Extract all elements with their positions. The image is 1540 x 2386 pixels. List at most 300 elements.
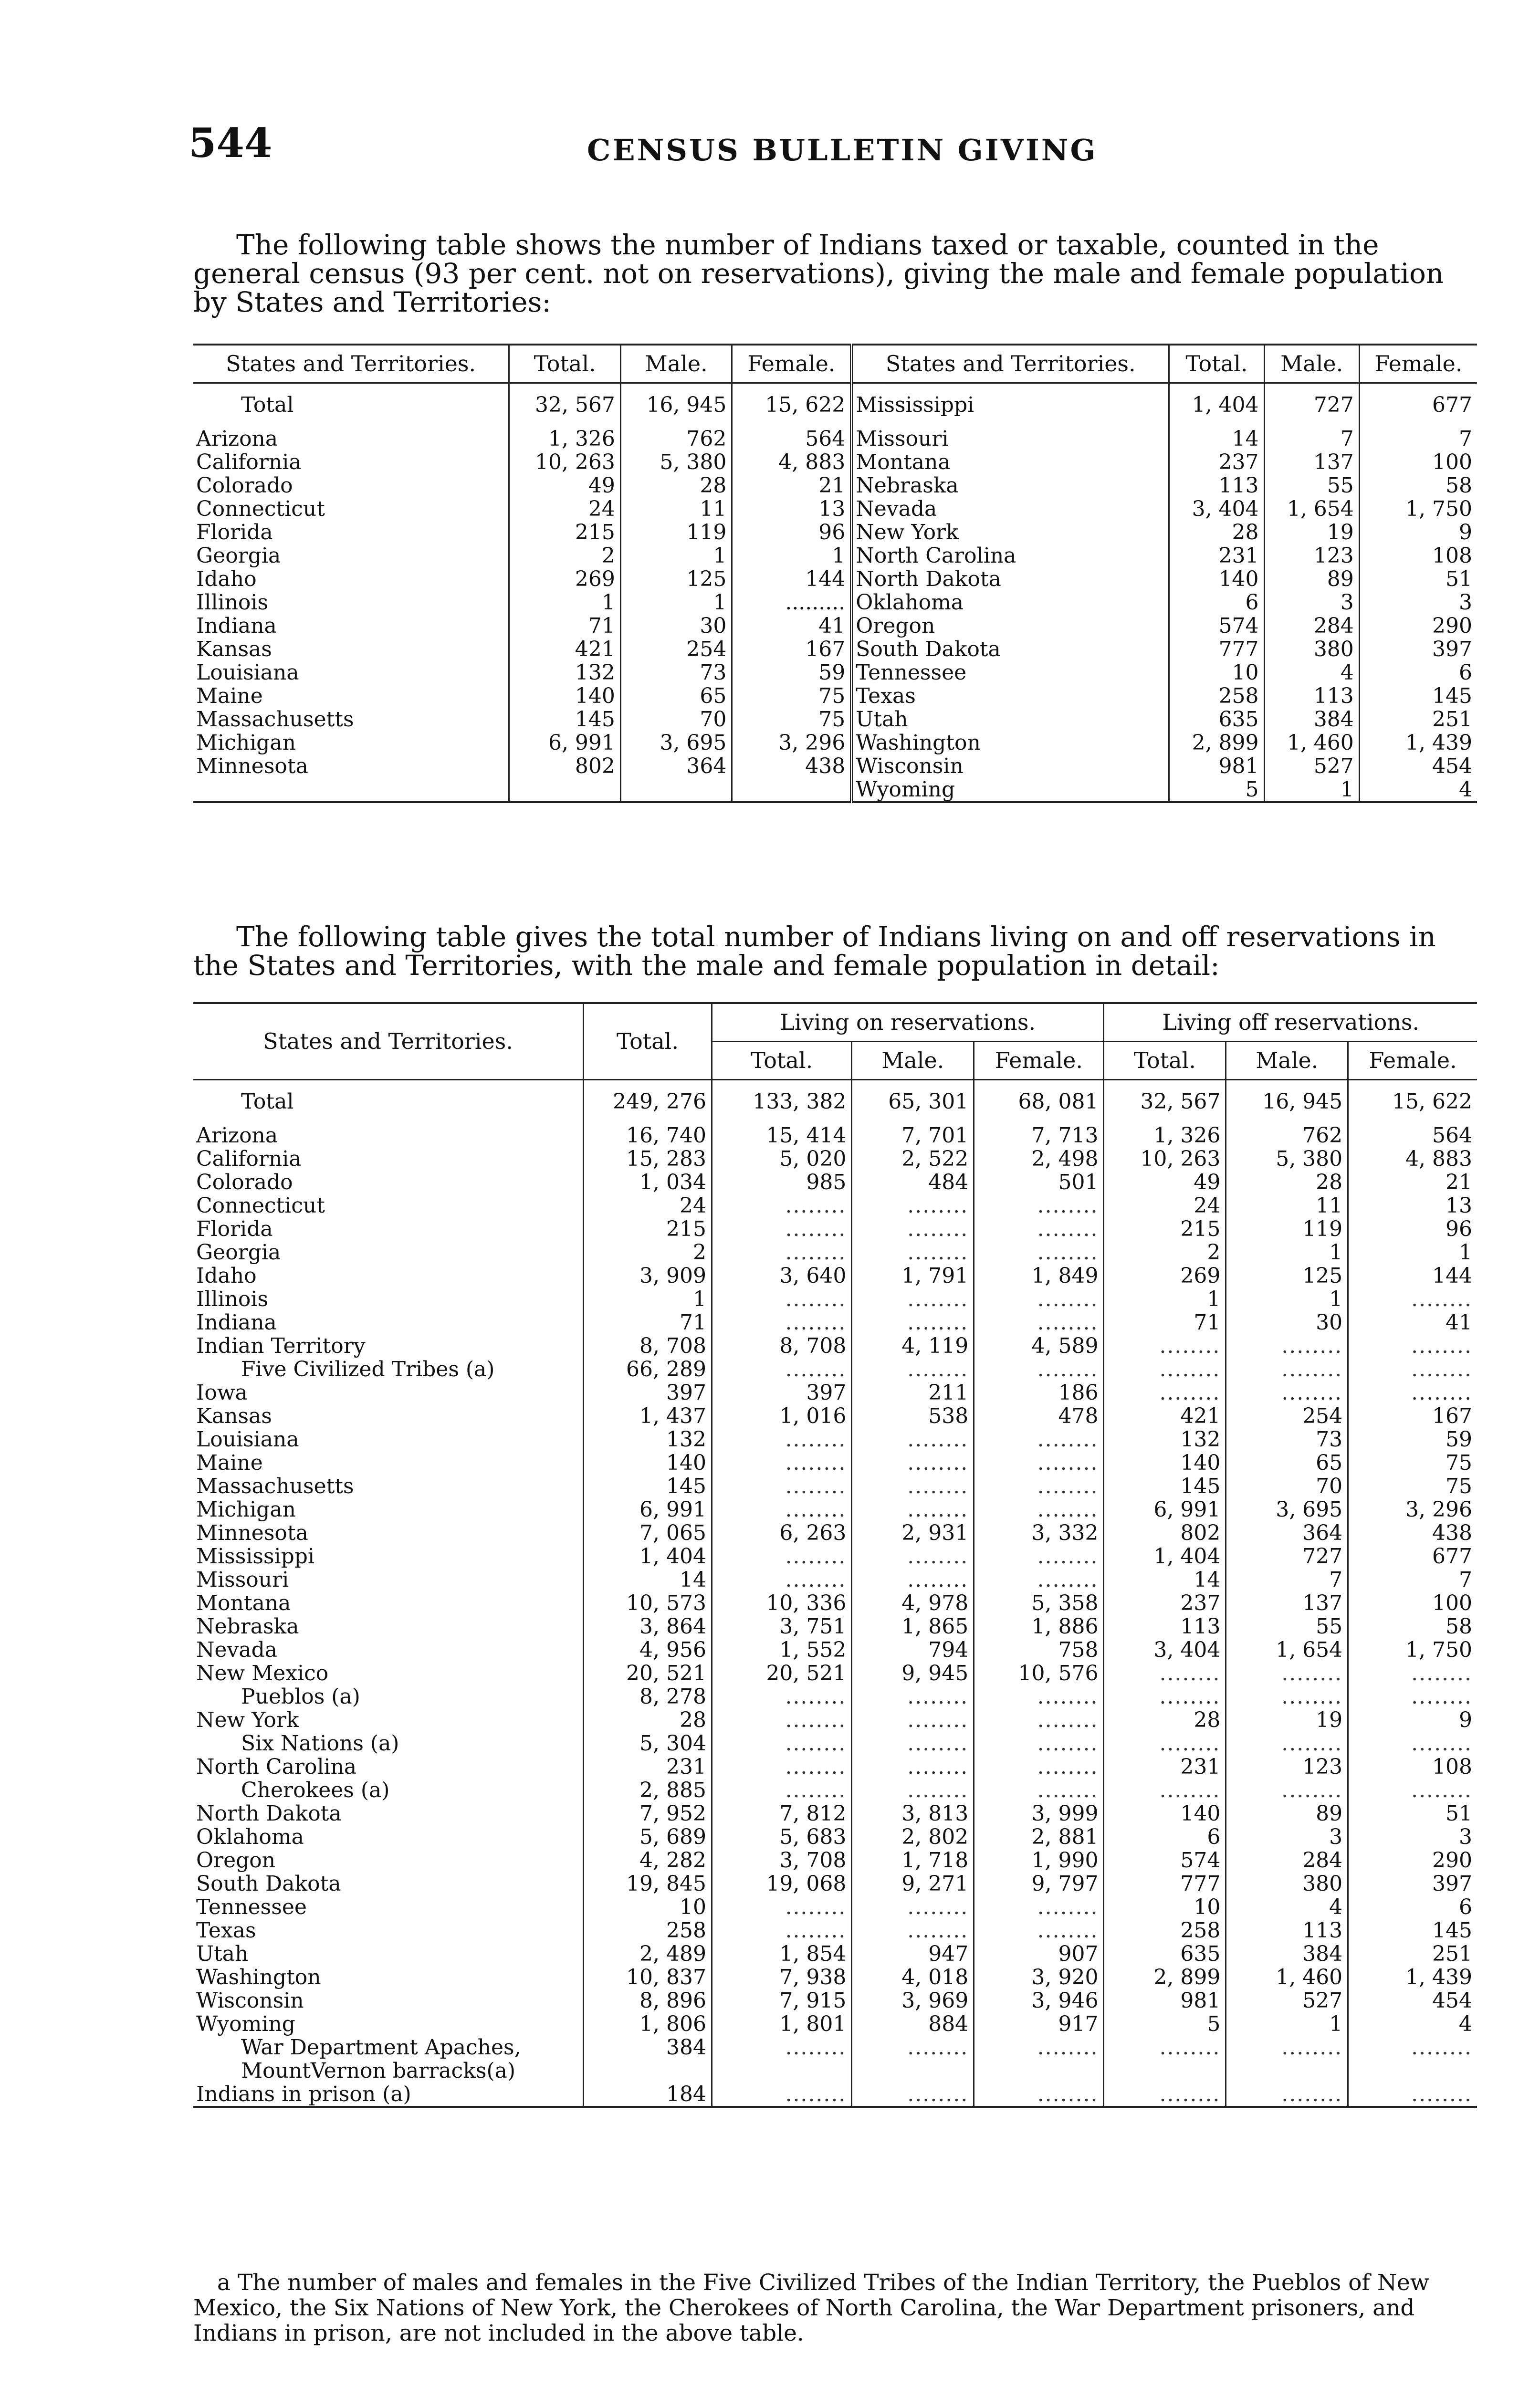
cell-value: 75: [732, 708, 851, 731]
row-label: Nebraska: [193, 1615, 584, 1638]
row-label: Louisiana: [193, 1428, 584, 1451]
row-label: California: [193, 1147, 584, 1171]
row-label: North Dakota: [851, 567, 1169, 591]
cell-value: ........: [852, 1451, 974, 1475]
cell-value: 438: [732, 754, 851, 778]
cell-value: 397: [712, 1381, 852, 1404]
cell-value: 108: [1432, 1755, 1472, 1779]
cell-value: 65: [620, 684, 732, 708]
cell-value: 727: [1226, 1545, 1348, 1568]
cell-value: 7, 713: [974, 1124, 1104, 1147]
table-row: [193, 1966, 1477, 1989]
cell-value: 1, 990: [974, 1849, 1104, 1872]
cell-value: 119: [620, 521, 732, 544]
table1-column-header: States and Territories.: [193, 345, 509, 383]
cell-value: 4, 883: [732, 450, 851, 474]
cell-value: ........: [852, 1311, 974, 1334]
cell-value: 2, 885: [584, 1779, 712, 1802]
cell-value: 1, 654: [1226, 1638, 1348, 1662]
cell-value: ........: [852, 1895, 974, 1919]
cell-value: 3, 332: [974, 1521, 1104, 1545]
row-label: Massachusetts: [193, 708, 509, 731]
row-label: Florida: [193, 521, 509, 544]
cell-value: 284: [1226, 1849, 1348, 1872]
cell-value: 2, 899: [1104, 1966, 1226, 1989]
table-row: [193, 1404, 1477, 1428]
cell-value: 144: [1432, 1264, 1472, 1288]
cell-value: 96: [732, 521, 851, 544]
cell-value: 574: [1104, 1849, 1226, 1872]
cell-value: 13: [732, 497, 851, 521]
table-row: [193, 2083, 1477, 2107]
row-label: Minnesota: [193, 754, 509, 778]
row-label: Idaho: [193, 567, 509, 591]
cell-value: 137: [1264, 450, 1359, 474]
cell-value: ........: [712, 1545, 852, 1568]
cell-value: 137: [1226, 1591, 1348, 1615]
cell-value: 3, 404: [1169, 497, 1264, 521]
row-label: Washington: [851, 731, 1169, 754]
cell-value: 777: [1104, 1872, 1226, 1895]
cell-value: ........: [712, 1498, 852, 1521]
cell-value: 24: [584, 1194, 712, 1217]
cell-value: 125: [620, 567, 732, 591]
row-label: South Dakota: [193, 1872, 584, 1895]
cell-value: 6: [1104, 1825, 1226, 1849]
cell-value: 254: [620, 638, 732, 661]
cell-value: 5, 358: [974, 1591, 1104, 1615]
cell-value: ........: [712, 1358, 852, 1381]
cell-value: ........: [974, 1241, 1104, 1264]
cell-value: 4, 119: [852, 1334, 974, 1358]
cell-value: 1: [584, 1287, 712, 1311]
row-label: Nevada: [851, 497, 1169, 521]
cell-value: ........: [852, 1545, 974, 1568]
row-label: Oregon: [193, 1849, 584, 1872]
cell-value: 58: [1446, 473, 1472, 498]
cell-value: 1, 404: [584, 1545, 712, 1568]
row-label: North Carolina: [193, 1755, 584, 1779]
cell-value: 6: [1169, 591, 1264, 614]
cell-value: 2, 498: [974, 1147, 1104, 1171]
row-label: Six Nations (a): [193, 1732, 584, 1755]
cell-value: 985: [712, 1171, 852, 1194]
cell-value: 70: [620, 708, 732, 731]
row-label: Nebraska: [851, 474, 1169, 497]
states-header: States and Territories.: [193, 1003, 584, 1080]
empty-cell: [193, 778, 509, 801]
cell-value: ........: [852, 1475, 974, 1498]
cell-value: 73: [1226, 1428, 1348, 1451]
row-label: Wyoming: [193, 2012, 584, 2036]
cell-value: 677: [1432, 1544, 1472, 1569]
row-label: Missouri: [851, 427, 1169, 450]
cell-value: 3, 404: [1104, 1638, 1226, 1662]
row-label: Georgia: [193, 1241, 584, 1264]
cell-value: 802: [1104, 1521, 1226, 1545]
table-row: [193, 708, 1477, 731]
table-row: [193, 1381, 1477, 1404]
row-label: Indians in prison (a): [193, 2083, 584, 2107]
cell-value: 7: [1459, 427, 1472, 451]
cell-value: 1: [732, 544, 851, 567]
row-label: North Carolina: [851, 544, 1169, 567]
cell-value: ........: [1226, 1381, 1348, 1404]
cell-value: 20, 521: [712, 1662, 852, 1685]
cell-value: 6, 263: [712, 1521, 852, 1545]
cell-value: 8, 708: [584, 1334, 712, 1358]
cell-value: ........: [974, 1217, 1104, 1241]
cell-value: ........: [712, 1708, 852, 1732]
cell-value: ........: [1104, 1381, 1226, 1404]
cell-value: 145: [584, 1475, 712, 1498]
row-label: Wyoming: [851, 778, 1169, 801]
cell-value: ........: [852, 1287, 974, 1311]
cell-value: ........: [1411, 1381, 1472, 1405]
cell-value: 1, 439: [1405, 1965, 1472, 1989]
cell-value: 574: [1169, 614, 1264, 638]
table-row: [193, 1802, 1477, 1825]
row-label: War Department Apaches, MountVernon barracks(a): [193, 2036, 584, 2083]
empty-cell: [509, 801, 620, 802]
table1-column-header: Female.: [732, 345, 851, 383]
row-label: North Dakota: [193, 1802, 584, 1825]
cell-value: 3: [1459, 1825, 1472, 1849]
cell-value: 1, 806: [584, 2012, 712, 2036]
cell-value: 364: [620, 754, 732, 778]
cell-value: 59: [1446, 1427, 1472, 1452]
cell-value: 538: [852, 1404, 974, 1428]
cell-value: 1, 437: [584, 1404, 712, 1428]
table1-column-header: Total.: [509, 345, 620, 383]
cell-value: 75: [1446, 1474, 1472, 1498]
table-row: [193, 2036, 1477, 2083]
cell-value: 1: [1264, 778, 1359, 801]
cell-value: 19: [1226, 1708, 1348, 1732]
cell-value: 7, 065: [584, 1521, 712, 1545]
row-label: Cherokees (a): [193, 1779, 584, 1802]
cell-value: 132: [584, 1428, 712, 1451]
cell-value: 3: [1226, 1825, 1348, 1849]
row-label: Arizona: [193, 1124, 584, 1147]
empty-cell: [732, 801, 851, 802]
table-row: [193, 427, 1477, 450]
cell-value: 364: [1226, 1521, 1348, 1545]
cell-value: 981: [1169, 754, 1264, 778]
row-label: Idaho: [193, 1264, 584, 1287]
table-row: [193, 1521, 1477, 1545]
cell-value: 8, 896: [584, 1989, 712, 2012]
cell-value: 777: [1169, 638, 1264, 661]
cell-value: 68, 081: [974, 1080, 1104, 1124]
row-label: Utah: [193, 1942, 584, 1966]
cell-value: 1, 326: [1104, 1124, 1226, 1147]
cell-value: 237: [1104, 1591, 1226, 1615]
cell-value: 4: [1226, 1895, 1348, 1919]
row-label: Tennessee: [193, 1895, 584, 1919]
cell-value: 1, 460: [1226, 1966, 1348, 1989]
cell-value: 1, 791: [852, 1264, 974, 1287]
cell-value: ........: [974, 1755, 1104, 1779]
cell-value: 7, 938: [712, 1966, 852, 1989]
cell-value: 113: [1104, 1615, 1226, 1638]
cell-value: 4, 883: [1405, 1147, 1472, 1171]
cell-value: ........: [852, 2083, 974, 2107]
cell-value: 132: [509, 661, 620, 684]
table-row: [193, 1942, 1477, 1966]
table2-header-row-1: [193, 1003, 1477, 1042]
cell-value: 71: [584, 1311, 712, 1334]
cell-value: ........: [1226, 2083, 1348, 2107]
table-row: [193, 1217, 1477, 1241]
cell-value: 14: [1104, 1568, 1226, 1591]
cell-value: 8, 708: [712, 1334, 852, 1358]
cell-value: 7, 915: [712, 1989, 852, 2012]
cell-value: 71: [1104, 1311, 1226, 1334]
cell-value: 100: [1432, 1591, 1472, 1615]
table1-header-row: [193, 345, 1477, 383]
cell-value: 284: [1264, 614, 1359, 638]
cell-value: ........: [712, 1451, 852, 1475]
cell-value: 10: [1104, 1895, 1226, 1919]
cell-value: ........: [974, 1498, 1104, 1521]
cell-value: 3, 296: [732, 731, 851, 754]
cell-value: 51: [1446, 567, 1472, 591]
row-label: Indiana: [193, 614, 509, 638]
cell-value: ........: [712, 1755, 852, 1779]
cell-value: 1: [1226, 1241, 1348, 1264]
cell-value: 501: [974, 1171, 1104, 1194]
row-label: Connecticut: [193, 1194, 584, 1217]
cell-value: 397: [584, 1381, 712, 1404]
row-label: Arizona: [193, 427, 509, 450]
cell-value: 21: [1446, 1170, 1472, 1194]
table-row: [193, 1779, 1477, 1802]
living-off-reservations-header: Living off reservations.: [1104, 1003, 1477, 1042]
intro-paragraph-2: The following table gives the total number of Indians living on and off reservations in the States and Territories, with the male and female population in detail:: [193, 921, 1436, 982]
table2-subheader: Female.: [1348, 1042, 1477, 1080]
cell-value: 28: [584, 1708, 712, 1732]
cell-value: 3, 864: [584, 1615, 712, 1638]
table-row: [193, 638, 1477, 661]
cell-value: 108: [1432, 544, 1472, 568]
cell-value: 15, 622: [732, 383, 851, 428]
cell-value: 2, 802: [852, 1825, 974, 1849]
cell-value: ........: [1411, 2035, 1472, 2060]
cell-value: ........: [852, 1732, 974, 1755]
cell-value: 5, 020: [712, 1147, 852, 1171]
cell-value: 3, 751: [712, 1615, 852, 1638]
table1-column-header: Male.: [620, 345, 732, 383]
table-row: [193, 1919, 1477, 1942]
cell-value: 727: [1264, 383, 1359, 428]
cell-value: 907: [974, 1942, 1104, 1966]
cell-value: 7: [1459, 1568, 1472, 1592]
table-row: [193, 1591, 1477, 1615]
row-label: Texas: [851, 684, 1169, 708]
cell-value: 24: [1104, 1194, 1226, 1217]
table-row: [193, 614, 1477, 638]
cell-value: 1: [620, 544, 732, 567]
cell-value: 762: [620, 427, 732, 450]
cell-value: 1: [1104, 1287, 1226, 1311]
table-row: [193, 1662, 1477, 1685]
cell-value: 3, 640: [712, 1264, 852, 1287]
cell-value: 762: [1226, 1124, 1348, 1147]
row-label: Montana: [193, 1591, 584, 1615]
cell-value: 635: [1104, 1942, 1226, 1966]
cell-value: 4, 978: [852, 1591, 974, 1615]
table-row: [193, 1708, 1477, 1732]
table-row: [193, 731, 1477, 754]
cell-value: 1, 886: [974, 1615, 1104, 1638]
cell-value: 145: [1432, 1918, 1472, 1943]
cell-value: 167: [1432, 1404, 1472, 1428]
cell-value: 758: [974, 1638, 1104, 1662]
table-row: [193, 661, 1477, 684]
cell-value: 16, 945: [1226, 1080, 1348, 1124]
cell-value: 215: [509, 521, 620, 544]
cell-value: 113: [1264, 684, 1359, 708]
cell-value: 1: [620, 591, 732, 614]
cell-value: 947: [852, 1942, 974, 1966]
cell-value: ........: [974, 1708, 1104, 1732]
row-label: Wisconsin: [193, 1989, 584, 2012]
cell-value: ........: [974, 1895, 1104, 1919]
cell-value: ........: [712, 1475, 852, 1498]
table-row: [193, 567, 1477, 591]
table-row: [193, 544, 1477, 567]
cell-value: ........: [712, 2036, 852, 2083]
row-label: Indian Territory: [193, 1334, 584, 1358]
row-label: California: [193, 450, 509, 474]
cell-value: ........: [1104, 1662, 1226, 1685]
cell-value: 55: [1226, 1615, 1348, 1638]
cell-value: 917: [974, 2012, 1104, 2036]
table-row: [193, 754, 1477, 778]
cell-value: ........: [974, 1732, 1104, 1755]
footnote: a The number of males and females in the Five Civilized Tribes of the Indian Territory, the Pueblos of New Mexico, the Six Nations of New York, the Cherokees of North Carolina, the War Department prisoners, and Indians in prison, are not included in the above table.: [193, 2270, 1429, 2346]
row-label: Pueblos (a): [193, 1685, 584, 1708]
cell-value: ........: [974, 1568, 1104, 1591]
table-row: [193, 1732, 1477, 1755]
cell-value: 5, 304: [584, 1732, 712, 1755]
cell-value: ........: [1226, 1685, 1348, 1708]
table-row: [193, 450, 1477, 474]
cell-value: ........: [712, 1732, 852, 1755]
cell-value: 14: [584, 1568, 712, 1591]
table-row: [193, 2012, 1477, 2036]
cell-value: 478: [974, 1404, 1104, 1428]
table-row: [193, 1475, 1477, 1498]
cell-value: ........: [1104, 1358, 1226, 1381]
table-row-total: [193, 1080, 1477, 1124]
table-row: [193, 1545, 1477, 1568]
cell-value: ........: [974, 1428, 1104, 1451]
cell-value: 144: [732, 567, 851, 591]
cell-value: 9, 797: [974, 1872, 1104, 1895]
cell-value: ........: [1411, 1287, 1472, 1311]
cell-value: 19: [1264, 521, 1359, 544]
cell-value: 1, 750: [1405, 1638, 1472, 1662]
cell-value: 140: [1104, 1802, 1226, 1825]
row-label: Oklahoma: [193, 1825, 584, 1849]
cell-value: 564: [1432, 1123, 1472, 1148]
cell-value: 1, 404: [1169, 383, 1264, 428]
table-row: [193, 1498, 1477, 1521]
cell-value: 397: [1432, 637, 1472, 661]
cell-value: 10, 263: [1104, 1147, 1226, 1171]
cell-value: 1, 326: [509, 427, 620, 450]
table-row: [193, 684, 1477, 708]
cell-value: 1: [509, 591, 620, 614]
cell-value: ........: [1411, 1661, 1472, 1685]
cell-value: ........: [712, 1311, 852, 1334]
cell-value: 421: [509, 638, 620, 661]
cell-value: 231: [1104, 1755, 1226, 1779]
cell-value: 15, 622: [1392, 1089, 1472, 1114]
cell-value: 397: [1432, 1872, 1472, 1896]
cell-value: 421: [1104, 1404, 1226, 1428]
cell-value: 28: [620, 474, 732, 497]
empty-cell: [732, 778, 851, 801]
cell-value: 2, 931: [852, 1521, 974, 1545]
cell-value: 30: [1226, 1311, 1348, 1334]
running-head: CENSUS BULLETIN GIVING: [587, 133, 1098, 167]
cell-value: 5: [1104, 2012, 1226, 2036]
cell-value: 7, 952: [584, 1802, 712, 1825]
cell-value: 140: [509, 684, 620, 708]
cell-value: 11: [1226, 1194, 1348, 1217]
empty-cell: [193, 801, 509, 802]
cell-value: 215: [1104, 1217, 1226, 1241]
cell-value: ........: [974, 1451, 1104, 1475]
cell-value: 635: [1169, 708, 1264, 731]
cell-value: 10, 576: [974, 1662, 1104, 1685]
cell-value: ........: [974, 1475, 1104, 1498]
table2-subheader: Total.: [712, 1042, 852, 1080]
table-row: [193, 778, 1477, 801]
row-label: Oregon: [851, 614, 1169, 638]
cell-value: 123: [1226, 1755, 1348, 1779]
row-label: Nevada: [193, 1638, 584, 1662]
cell-value: 1: [1459, 1240, 1472, 1265]
table-row: [193, 1755, 1477, 1779]
cell-value: 16, 740: [584, 1124, 712, 1147]
row-label: Total: [193, 383, 509, 428]
cell-value: ........: [852, 1919, 974, 1942]
table2-subheader: Male.: [852, 1042, 974, 1080]
cell-value: 5, 380: [1226, 1147, 1348, 1171]
cell-value: ........: [974, 1779, 1104, 1802]
table-row: [193, 1311, 1477, 1334]
cell-value: 145: [1104, 1475, 1226, 1498]
cell-value: 41: [1446, 1310, 1472, 1335]
table-row: [193, 497, 1477, 521]
cell-value: 10, 263: [509, 450, 620, 474]
row-label: South Dakota: [851, 638, 1169, 661]
cell-value: .........: [732, 591, 851, 614]
cell-value: 89: [1226, 1802, 1348, 1825]
cell-value: ........: [712, 1194, 852, 1217]
cell-value: 13: [1446, 1193, 1472, 1218]
cell-value: 231: [1169, 544, 1264, 567]
cell-value: 28: [1169, 521, 1264, 544]
table-row: [193, 474, 1477, 497]
cell-value: 6, 991: [1104, 1498, 1226, 1521]
cell-value: 3, 708: [712, 1849, 852, 1872]
cell-value: 4, 018: [852, 1966, 974, 1989]
